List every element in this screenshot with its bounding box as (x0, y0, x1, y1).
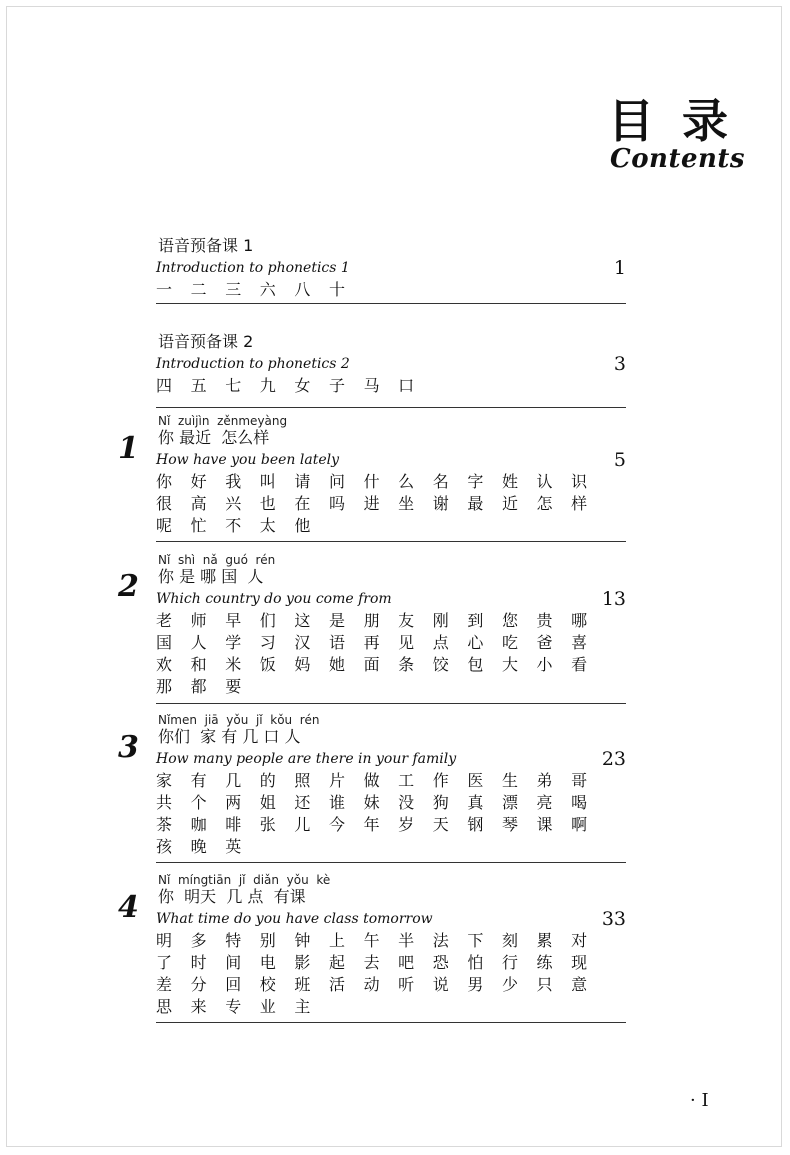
vocab-character: 贵 (536, 611, 553, 630)
vocab-character: 我 (225, 472, 242, 491)
vocab-character: 七 (225, 376, 242, 395)
entry-divider (156, 862, 626, 863)
vocab-character: 样 (571, 494, 588, 513)
vocab-character: 电 (259, 953, 276, 972)
footer-page-number: · I (690, 1090, 709, 1111)
vocab-character: 真 (467, 793, 484, 812)
vocab-character: 张 (259, 815, 276, 834)
vocab-character: 哥 (571, 771, 588, 790)
vocab-character: 作 (432, 771, 449, 790)
vocab-character: 那 (156, 677, 173, 696)
vocab-character: 好 (190, 472, 207, 491)
vocab-character: 孩 (156, 837, 173, 856)
vocab-character: 这 (294, 611, 311, 630)
vocab-character: 照 (294, 771, 311, 790)
vocab-character: 妹 (363, 793, 380, 812)
vocab-character: 大 (501, 655, 518, 674)
entry-pinyin: Nǐ zuìjìn zěnmeyàng (158, 414, 288, 428)
vocab-character: 下 (467, 931, 484, 950)
vocab-character: 坐 (398, 494, 415, 513)
vocab-character: 特 (225, 931, 242, 950)
vocab-character: 看 (571, 655, 588, 674)
vocab-character: 吃 (501, 633, 518, 652)
vocab-character: 起 (328, 953, 345, 972)
page-subtitle: Contents (610, 144, 746, 174)
vocab-character: 师 (190, 611, 207, 630)
vocab-character: 汉 (294, 633, 311, 652)
vocab-character: 英 (225, 837, 242, 856)
entry-page-number: 3 (613, 353, 626, 375)
vocab-character: 哪 (571, 611, 588, 630)
vocab-character: 儿 (294, 815, 311, 834)
vocab-character: 认 (536, 472, 553, 491)
vocab-character: 岁 (398, 815, 415, 834)
vocab-character: 到 (467, 611, 484, 630)
entry-title-en: What time do you have class tomorrow (156, 911, 433, 927)
vocab-character: 主 (294, 997, 311, 1016)
vocab-character: 怎 (536, 494, 553, 513)
vocab-character: 要 (225, 677, 242, 696)
vocab-character: 名 (432, 472, 449, 491)
vocab-character: 你 (156, 472, 173, 491)
vocab-character: 钟 (294, 931, 311, 950)
vocab-character: 呢 (156, 516, 173, 535)
vocab-character: 啡 (225, 815, 242, 834)
vocab-character: 谢 (432, 494, 449, 513)
vocab-character: 听 (398, 975, 415, 994)
vocab-character: 班 (294, 975, 311, 994)
vocab-character: 天 (432, 815, 449, 834)
vocab-character: 小 (536, 655, 553, 674)
vocab-character: 喝 (571, 793, 588, 812)
vocab-character: 练 (536, 953, 553, 972)
entry-page-number: 1 (613, 257, 626, 279)
vocab-character: 两 (225, 793, 242, 812)
page-title: 目 录 (608, 94, 735, 148)
vocab-character: 条 (398, 655, 415, 674)
vocab-character: 午 (363, 931, 380, 950)
vocab-character: 欢 (156, 655, 173, 674)
vocab-character: 行 (501, 953, 518, 972)
vocab-character: 字 (467, 472, 484, 491)
vocab-character: 进 (363, 494, 380, 513)
entry-page-number: 23 (601, 748, 626, 770)
vocab-character: 亮 (536, 793, 553, 812)
vocab-character: 在 (294, 494, 311, 513)
entry-characters (156, 375, 616, 397)
vocab-character: 早 (225, 611, 242, 630)
vocab-character: 马 (363, 376, 380, 395)
vocab-character: 口 (398, 376, 415, 395)
entry-characters (156, 471, 616, 537)
entry-title-en: How many people are there in your family (156, 751, 457, 767)
entry-title-en: Introduction to phonetics 1 (156, 260, 350, 276)
entry-characters (156, 770, 616, 858)
vocab-character: 么 (398, 472, 415, 491)
vocab-character: 半 (398, 931, 415, 950)
entry-divider (156, 1022, 626, 1023)
vocab-character: 专 (225, 997, 242, 1016)
vocab-character: 几 (225, 771, 242, 790)
vocab-character: 三 (225, 280, 242, 299)
vocab-character: 不 (225, 516, 242, 535)
vocab-character: 语 (328, 633, 345, 652)
vocab-character: 五 (190, 376, 207, 395)
vocab-character: 工 (398, 771, 415, 790)
vocab-character: 他 (294, 516, 311, 535)
entry-title-cn: 你 明天 几 点 有课 (158, 887, 306, 906)
entry-characters (156, 930, 616, 1018)
vocab-character: 什 (363, 472, 380, 491)
vocab-character: 们 (259, 611, 276, 630)
vocab-character: 饭 (259, 655, 276, 674)
lesson-number-2: 2 (118, 569, 139, 604)
vocab-character: 见 (398, 633, 415, 652)
vocab-character: 再 (363, 633, 380, 652)
vocab-character: 茶 (156, 815, 173, 834)
vocab-character: 恐 (432, 953, 449, 972)
entry-title-cn: 你 最近 怎么样 (158, 428, 270, 447)
vocab-character: 少 (501, 975, 518, 994)
entry-pinyin: Nǐ míngtiān jǐ diǎn yǒu kè (158, 873, 331, 887)
vocab-character: 也 (259, 494, 276, 513)
vocab-character: 狗 (432, 793, 449, 812)
lesson-number-4: 4 (118, 890, 139, 925)
lesson-number-3: 3 (118, 730, 139, 765)
vocab-character: 姐 (259, 793, 276, 812)
vocab-character: 饺 (432, 655, 449, 674)
vocab-character: 八 (294, 280, 311, 299)
vocab-character: 国 (156, 633, 173, 652)
vocab-character: 十 (328, 280, 345, 299)
vocab-character: 只 (536, 975, 553, 994)
vocab-character: 差 (156, 975, 173, 994)
vocab-character: 家 (156, 771, 173, 790)
vocab-character: 片 (328, 771, 345, 790)
vocab-character: 包 (467, 655, 484, 674)
vocab-character: 忙 (190, 516, 207, 535)
vocab-character: 还 (294, 793, 311, 812)
vocab-character: 来 (190, 997, 207, 1016)
entry-title-cn: 语音预备课 2 (158, 332, 254, 351)
vocab-character: 最 (467, 494, 484, 513)
vocab-character: 上 (328, 931, 345, 950)
entry-pinyin: Nǐmen jiā yǒu jǐ kǒu rén (158, 713, 320, 727)
vocab-character: 回 (225, 975, 242, 994)
vocab-character: 时 (190, 953, 207, 972)
vocab-character: 怕 (467, 953, 484, 972)
entry-title-cn: 你们 家 有 几 口 人 (158, 727, 301, 746)
vocab-character: 没 (398, 793, 415, 812)
vocab-character: 人 (190, 633, 207, 652)
vocab-character: 活 (328, 975, 345, 994)
vocab-character: 姓 (501, 472, 518, 491)
vocab-character: 业 (259, 997, 276, 1016)
vocab-character: 谁 (328, 793, 345, 812)
vocab-character: 近 (501, 494, 518, 513)
vocab-character: 思 (156, 997, 173, 1016)
vocab-character: 生 (501, 771, 518, 790)
vocab-character: 校 (259, 975, 276, 994)
vocab-character: 友 (398, 611, 415, 630)
vocab-character: 她 (328, 655, 345, 674)
vocab-character: 分 (190, 975, 207, 994)
vocab-character: 琴 (501, 815, 518, 834)
vocab-character: 说 (432, 975, 449, 994)
vocab-character: 动 (363, 975, 380, 994)
entry-divider (156, 703, 626, 704)
vocab-character: 是 (328, 611, 345, 630)
vocab-character: 课 (536, 815, 553, 834)
vocab-character: 点 (432, 633, 449, 652)
vocab-character: 意 (571, 975, 588, 994)
vocab-character: 老 (156, 611, 173, 630)
vocab-character: 啊 (571, 815, 588, 834)
vocab-character: 的 (259, 771, 276, 790)
vocab-character: 心 (467, 633, 484, 652)
vocab-character: 男 (467, 975, 484, 994)
entry-title-en: Introduction to phonetics 2 (156, 356, 350, 372)
vocab-character: 对 (571, 931, 588, 950)
vocab-character: 医 (467, 771, 484, 790)
vocab-character: 六 (259, 280, 276, 299)
vocab-character: 习 (259, 633, 276, 652)
vocab-character: 刚 (432, 611, 449, 630)
vocab-character: 二 (190, 280, 207, 299)
vocab-character: 妈 (294, 655, 311, 674)
entry-title-en: Which country do you come from (156, 591, 392, 607)
vocab-character: 吧 (398, 953, 415, 972)
entry-page-number: 33 (601, 908, 626, 930)
vocab-character: 做 (363, 771, 380, 790)
vocab-character: 识 (571, 472, 588, 491)
entry-title-cn: 语音预备课 1 (158, 236, 254, 255)
vocab-character: 叫 (259, 472, 276, 491)
vocab-character: 法 (432, 931, 449, 950)
vocab-character: 刻 (501, 931, 518, 950)
vocab-character: 九 (259, 376, 276, 395)
vocab-character: 都 (190, 677, 207, 696)
vocab-character: 四 (156, 376, 173, 395)
entry-divider (156, 303, 626, 304)
vocab-character: 今 (328, 815, 345, 834)
vocab-character: 学 (225, 633, 242, 652)
entry-page-number: 13 (601, 588, 626, 610)
vocab-character: 年 (363, 815, 380, 834)
vocab-character: 去 (363, 953, 380, 972)
vocab-character: 钢 (467, 815, 484, 834)
vocab-character: 子 (328, 376, 345, 395)
vocab-character: 朋 (363, 611, 380, 630)
vocab-character: 漂 (501, 793, 518, 812)
vocab-character: 多 (190, 931, 207, 950)
vocab-character: 晚 (190, 837, 207, 856)
vocab-character: 您 (501, 611, 518, 630)
entry-page-number: 5 (613, 449, 626, 471)
entry-pinyin: Nǐ shì nǎ guó rén (158, 553, 276, 567)
vocab-character: 明 (156, 931, 173, 950)
vocab-character: 共 (156, 793, 173, 812)
vocab-character: 问 (328, 472, 345, 491)
vocab-character: 别 (259, 931, 276, 950)
vocab-character: 弟 (536, 771, 553, 790)
vocab-character: 高 (190, 494, 207, 513)
vocab-character: 面 (363, 655, 380, 674)
vocab-character: 兴 (225, 494, 242, 513)
vocab-character: 米 (225, 655, 242, 674)
vocab-character: 太 (259, 516, 276, 535)
vocab-character: 了 (156, 953, 173, 972)
vocab-character: 累 (536, 931, 553, 950)
vocab-character: 个 (190, 793, 207, 812)
entry-title-en: How have you been lately (156, 452, 340, 468)
entry-title-cn: 你 是 哪 国 人 (158, 567, 264, 586)
lesson-number-1: 1 (118, 431, 139, 466)
vocab-character: 间 (225, 953, 242, 972)
vocab-character: 吗 (328, 494, 345, 513)
vocab-character: 影 (294, 953, 311, 972)
vocab-character: 喜 (571, 633, 588, 652)
entry-characters (156, 610, 616, 698)
vocab-character: 有 (190, 771, 207, 790)
vocab-character: 咖 (190, 815, 207, 834)
entry-characters (156, 279, 616, 301)
vocab-character: 现 (571, 953, 588, 972)
entry-divider (156, 541, 626, 542)
vocab-character: 女 (294, 376, 311, 395)
vocab-character: 一 (156, 280, 173, 299)
vocab-character: 请 (294, 472, 311, 491)
vocab-character: 爸 (536, 633, 553, 652)
vocab-character: 很 (156, 494, 173, 513)
entry-divider (156, 407, 626, 408)
vocab-character: 和 (190, 655, 207, 674)
